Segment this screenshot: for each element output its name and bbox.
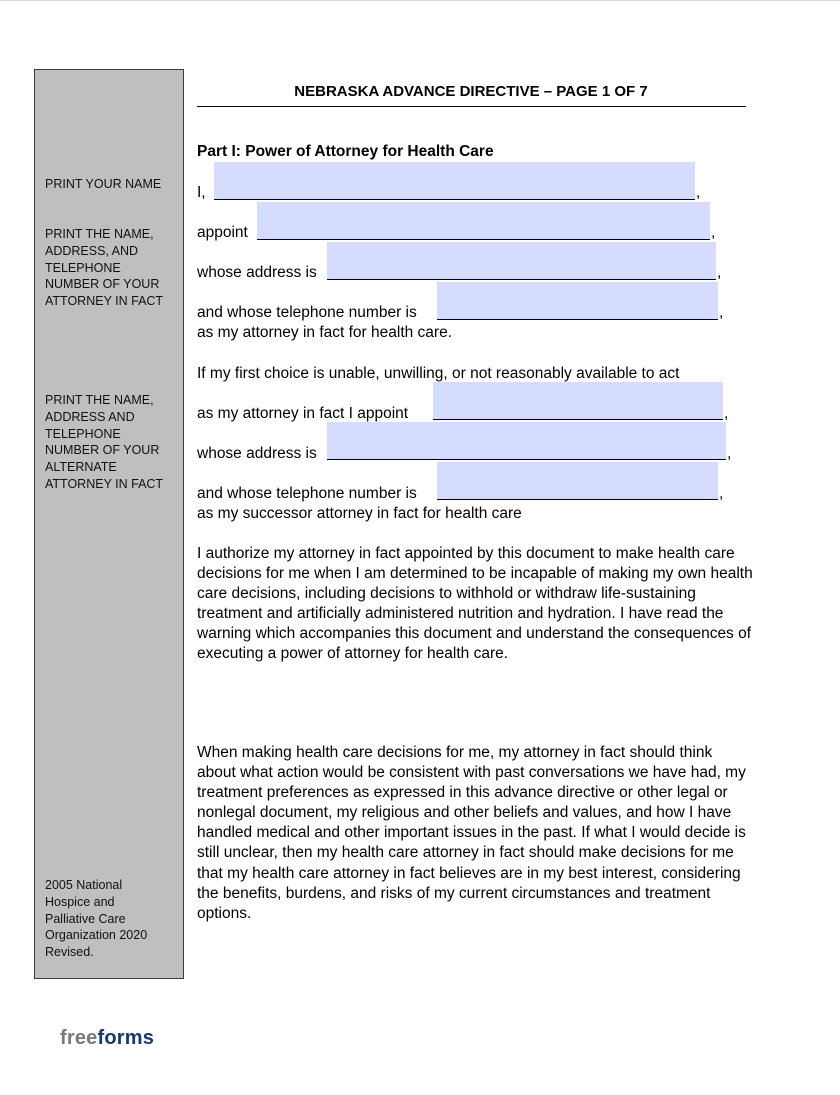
comma: , <box>719 485 724 502</box>
logo-free-text: free <box>60 1027 98 1049</box>
appoint-label: appoint <box>197 224 248 241</box>
alternate-phone-label: and whose telephone number is <box>197 485 417 502</box>
your-name-field[interactable] <box>214 162 695 200</box>
alternate-intro: If my first choice is unable, unwilling, or not reasonably available to act <box>197 365 680 382</box>
instructions-sidebar <box>34 69 184 979</box>
comma: , <box>724 405 729 422</box>
address-label: whose address is <box>197 264 317 281</box>
alternate-address-field[interactable] <box>327 422 726 460</box>
attorney-phone-field[interactable] <box>437 282 718 320</box>
alternate-name-field[interactable] <box>433 382 723 420</box>
title-rule <box>197 106 746 107</box>
successor-tail: as my successor attorney in fact for health care <box>197 505 522 522</box>
sidebar-print-attorney: PRINT THE NAME, ADDRESS, AND TELEPHONE NUMBER OF YOUR ATTORNEY IN FACT <box>45 227 164 309</box>
i-label: I, <box>197 184 206 201</box>
alternate-address-label: whose address is <box>197 445 317 462</box>
comma: , <box>717 264 722 281</box>
attorney-tail: as my attorney in fact for health care. <box>197 324 453 341</box>
phone-label: and whose telephone number is <box>197 304 417 321</box>
comma: , <box>727 445 732 462</box>
sidebar-print-alternate: PRINT THE NAME, ADDRESS AND TELEPHONE NUMBER OF YOUR ALTERNATE ATTORNEY IN FACT <box>45 393 164 491</box>
comma: , <box>719 304 724 321</box>
authorize-paragraph: I authorize my attorney in fact appointed by this document to make health care decisions for me when I am determined to be incapable of making my own health care decisions, including decisions to withhold or withdraw life-sustaining treatment and artificially administered nutrition and hydration. I have read the warning which accompanies this document and understand the consequences of executing a power of attorney for health care. <box>197 545 753 663</box>
logo-forms-text: forms <box>97 1027 155 1049</box>
page-title: NEBRASKA ADVANCE DIRECTIVE – PAGE 1 OF 7 <box>294 83 648 100</box>
comma: , <box>711 224 716 241</box>
section-heading: Part I: Power of Attorney for Health Care <box>197 143 494 160</box>
sidebar-copyright: 2005 National Hospice and Palliative Care Organization 2020 Revised. <box>45 878 148 960</box>
sidebar-print-name: PRINT YOUR NAME <box>45 177 162 191</box>
alternate-phone-field[interactable] <box>437 462 718 500</box>
decisions-paragraph: When making health care decisions for me, my attorney in fact should think about what action would be consistent with past conversations we have had, my treatment preferences as expressed in this advance directive or other legal or nonlegal document, my religious and other beliefs and values, and how I have handled medical and other important issues in the past. If what I would decide is still unclear, then my health care attorney in fact should make decisions for me that my health care attorney in fact believes are in my best interest, considering the benefits, burdens, and risks of my current circumstances and treatment options. <box>197 744 746 922</box>
freeforms-logo[interactable] <box>60 1027 154 1050</box>
attorney-address-field[interactable] <box>327 242 716 280</box>
comma: , <box>696 184 701 201</box>
alternate-appoint-label: as my attorney in fact I appoint <box>197 405 409 422</box>
attorney-name-field[interactable] <box>257 202 710 240</box>
